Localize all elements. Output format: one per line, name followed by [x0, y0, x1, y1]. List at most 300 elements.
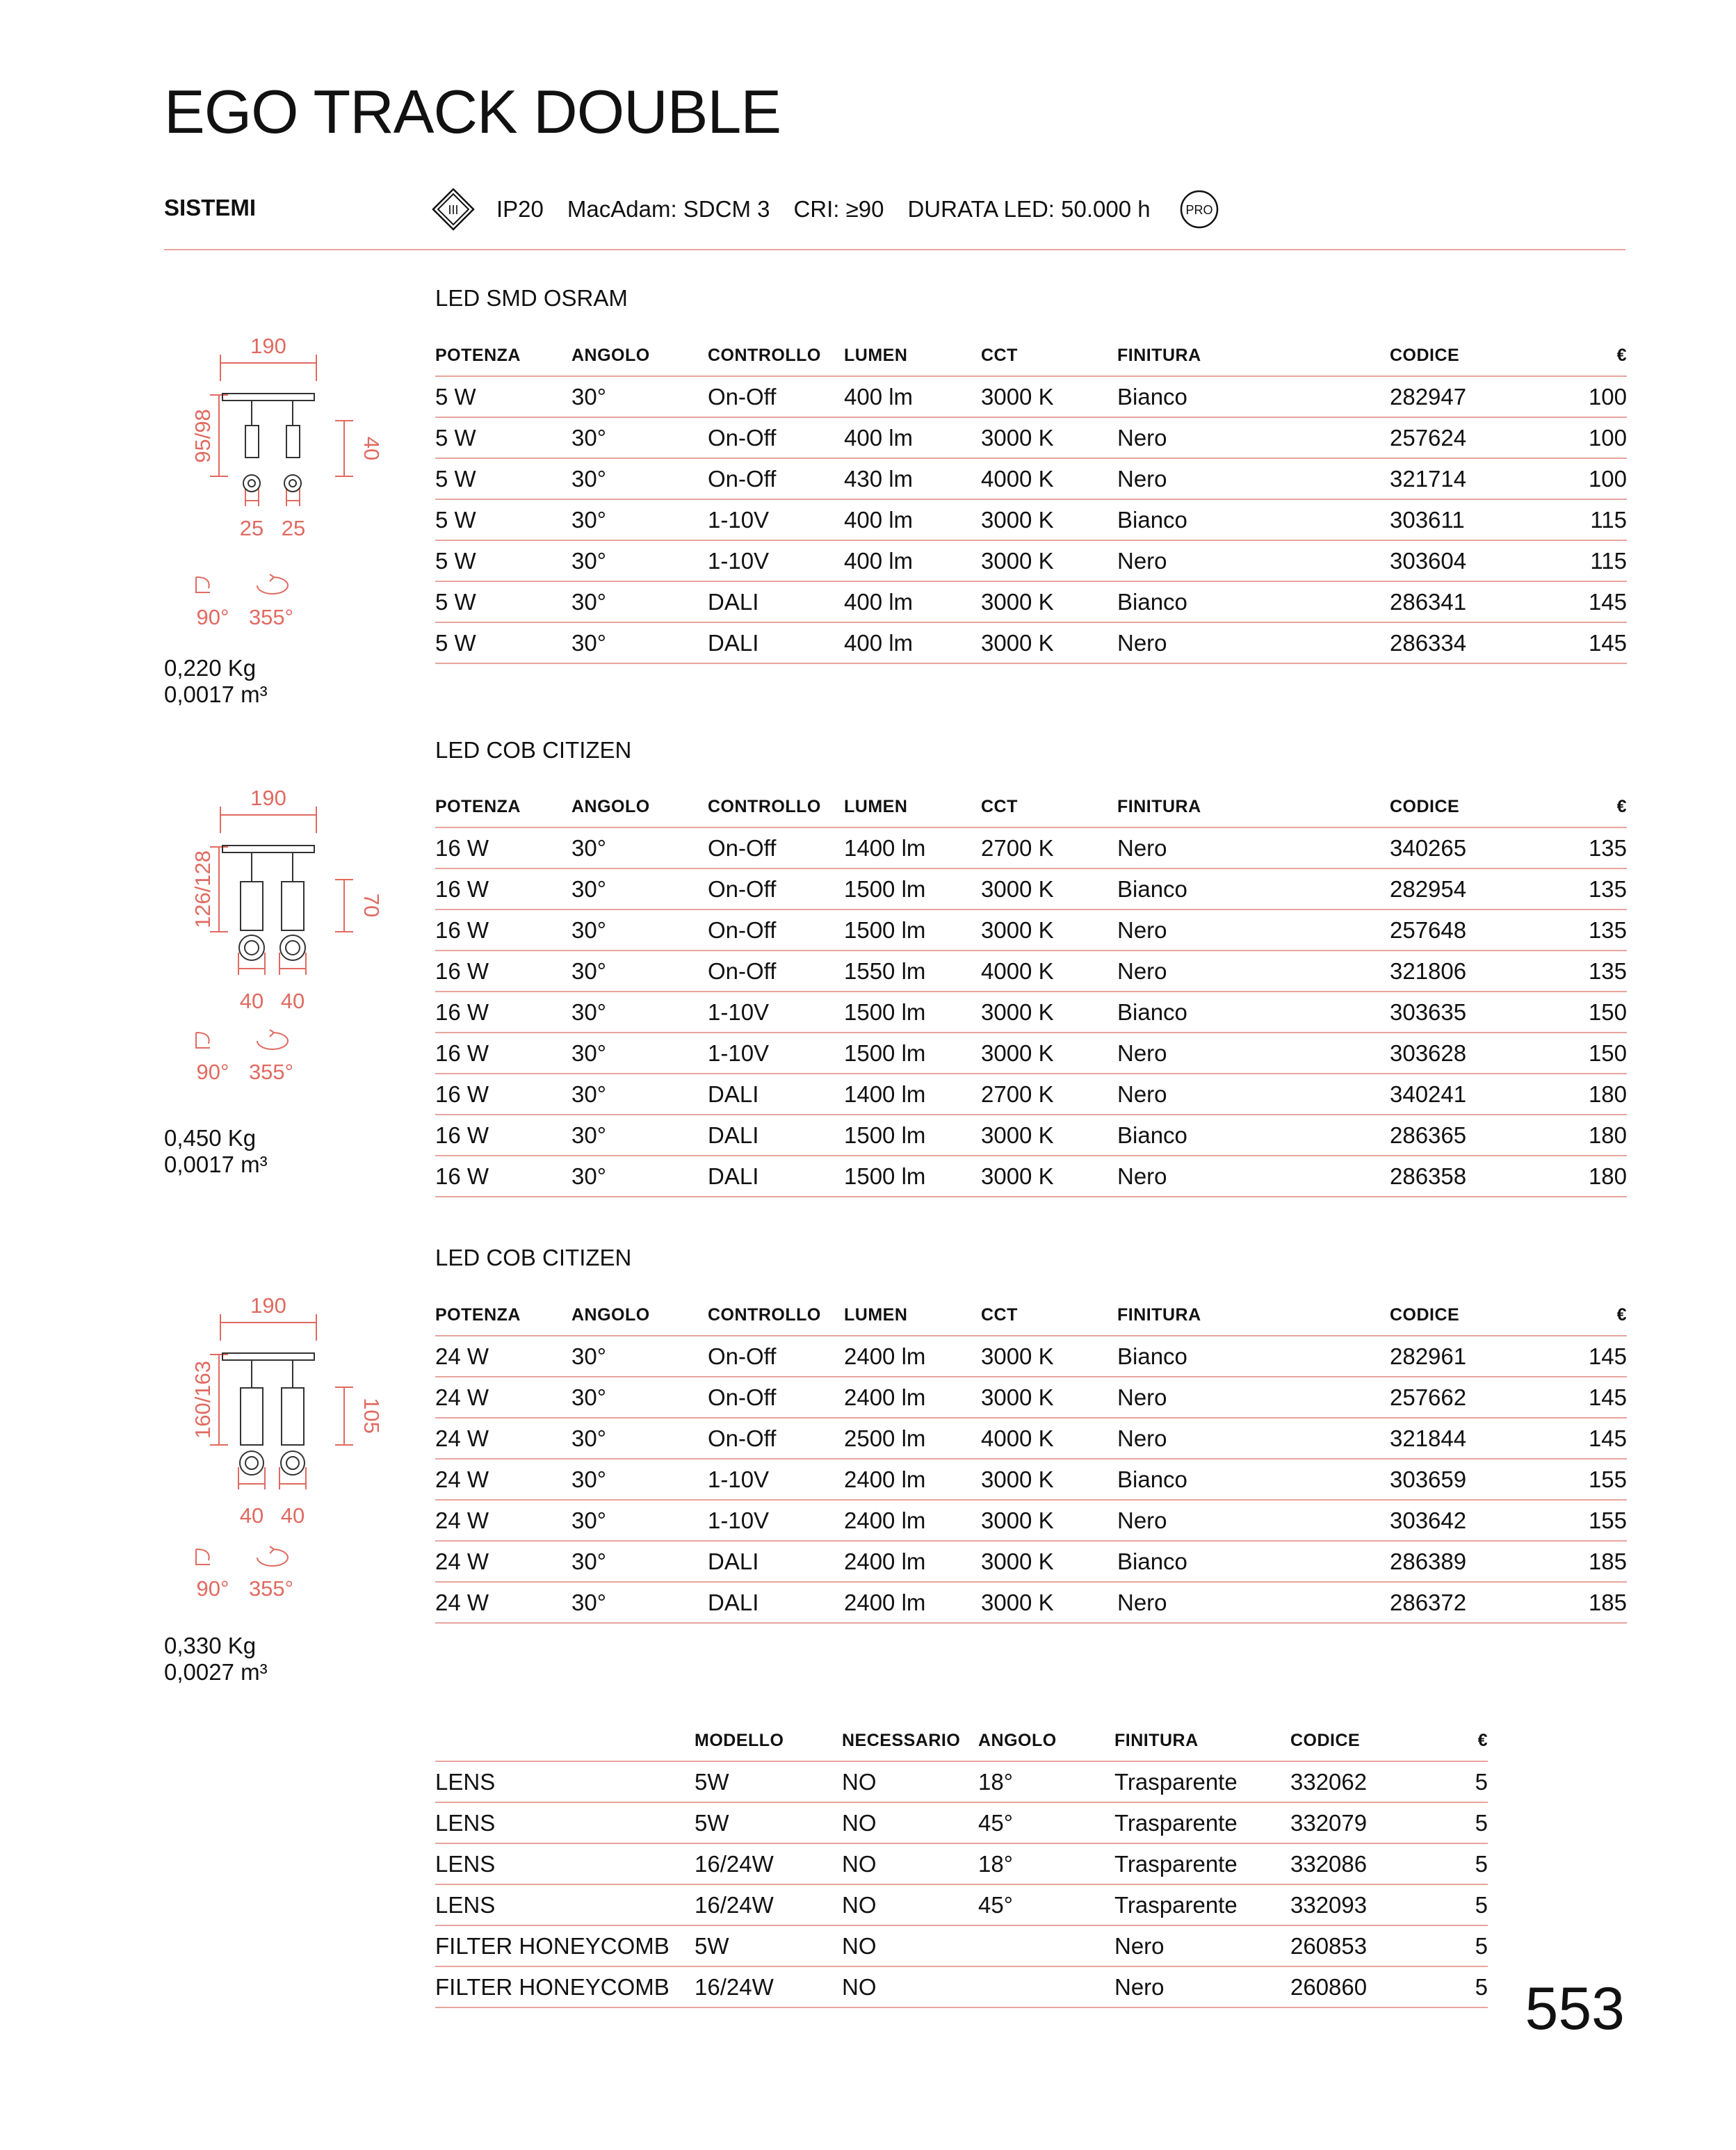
table-row — [435, 540, 1627, 581]
section-2-weight: 0,450 Kg — [164, 1125, 257, 1151]
table-cell: 16/24W — [695, 1884, 842, 1925]
table-cell: On-Off — [708, 910, 844, 951]
table-cell: 150 — [1543, 1033, 1627, 1074]
table-cell: 180 — [1543, 1074, 1627, 1115]
table-row — [435, 458, 1627, 499]
table-row — [435, 827, 1627, 868]
table-cell: 30° — [571, 1377, 708, 1418]
table-cell: 5 W — [435, 376, 571, 417]
table-cell: 1400 lm — [844, 827, 981, 868]
dim-width-label: 190 — [250, 1293, 286, 1318]
table-cell: 30° — [571, 1500, 708, 1541]
table-cell: 282954 — [1390, 868, 1543, 910]
table-cell: Bianco — [1117, 868, 1390, 910]
table-cell: 2400 lm — [844, 1541, 981, 1582]
section-3-title: LED COB CITIZEN — [435, 1245, 632, 1270]
table-cell: 3000 K — [981, 1541, 1117, 1582]
table-cell: 257648 — [1390, 910, 1543, 951]
table-cell: 400 lm — [844, 376, 981, 417]
table-cell: On-Off — [708, 1336, 844, 1377]
rotate-angle-label: 355° — [248, 1576, 294, 1599]
col-modello: MODELLO — [695, 1730, 784, 1750]
table-cell: 30° — [571, 581, 708, 622]
table-cell: 3000 K — [981, 376, 1117, 417]
table-cell: 30° — [571, 1156, 708, 1197]
table-cell: 100 — [1543, 376, 1627, 417]
table-cell: 1500 lm — [844, 1115, 981, 1156]
table-cell: NO — [842, 1966, 978, 2007]
table-cell: 3000 K — [981, 499, 1117, 540]
table-cell: 30° — [571, 540, 708, 581]
section-label: SISTEMI — [164, 195, 257, 220]
table-cell: 303635 — [1390, 992, 1543, 1033]
table-cell: 2700 K — [981, 1074, 1117, 1115]
col-price: € — [1616, 345, 1627, 365]
table-cell: 18° — [978, 1843, 1114, 1884]
table-cell: 282961 — [1390, 1336, 1543, 1377]
table-cell: 145 — [1543, 1336, 1627, 1377]
table-cell: On-Off — [708, 951, 844, 992]
table-cell — [978, 1925, 1114, 1966]
table-cell: 30° — [571, 1033, 708, 1074]
table-cell: 16 W — [435, 1156, 571, 1197]
table-cell: 332062 — [1290, 1761, 1430, 1802]
col-finitura: FINITURA — [1117, 796, 1201, 816]
col-potenza: POTENZA — [435, 1304, 521, 1325]
table-cell: 155 — [1543, 1500, 1627, 1541]
table-cell: 1500 lm — [844, 992, 981, 1033]
table-cell: Nero — [1117, 910, 1390, 951]
table-cell: On-Off — [708, 1377, 844, 1418]
table-cell: Bianco — [1117, 1115, 1390, 1156]
table-row — [435, 1418, 1627, 1459]
table-row — [435, 581, 1627, 622]
table-cell: DALI — [708, 581, 844, 622]
table-row — [435, 1074, 1627, 1115]
table-cell: 3000 K — [981, 540, 1117, 581]
col-codice: CODICE — [1290, 1730, 1361, 1750]
table-cell: 2400 lm — [844, 1459, 981, 1500]
table-cell: 340265 — [1390, 827, 1543, 868]
table-cell: 4000 K — [981, 951, 1117, 992]
table-cell: Nero — [1117, 1074, 1390, 1115]
table-cell: 5 — [1430, 1925, 1488, 1966]
table-cell: 1400 lm — [844, 1074, 981, 1115]
table-cell: 30° — [571, 1582, 708, 1623]
table-cell: 286334 — [1390, 622, 1543, 663]
col-cct: CCT — [981, 1304, 1018, 1325]
table-cell: 3000 K — [981, 1033, 1117, 1074]
table-cell: 16/24W — [695, 1966, 842, 2007]
table-cell: 332086 — [1290, 1843, 1430, 1884]
table-cell: 286341 — [1390, 581, 1543, 622]
table-cell: 5 — [1430, 1966, 1488, 2007]
table-cell: 400 lm — [844, 417, 981, 458]
col-codice: CODICE — [1390, 345, 1460, 365]
table-cell: On-Off — [708, 376, 844, 417]
section-2-volume: 0,0017 m³ — [164, 1151, 268, 1177]
table-cell: On-Off — [708, 458, 844, 499]
table-row — [435, 1802, 1488, 1843]
table-cell: 30° — [571, 827, 708, 868]
table-cell: 3000 K — [981, 1336, 1117, 1377]
col-price: € — [1616, 1304, 1627, 1325]
tilt-angle-label: 90° — [196, 1060, 229, 1084]
table-header-row — [435, 786, 1627, 827]
table-cell: 5 — [1430, 1884, 1488, 1925]
table-cell: 321714 — [1390, 458, 1543, 499]
section-1-table — [435, 335, 1627, 664]
table-cell: 3000 K — [981, 910, 1117, 951]
table-cell: 30° — [571, 1336, 708, 1377]
table-cell: 303611 — [1390, 499, 1543, 540]
table-cell: 260860 — [1290, 1966, 1430, 2007]
table-cell: Bianco — [1117, 992, 1390, 1033]
section-1-volume: 0,0017 m³ — [164, 681, 268, 707]
table-cell: 260853 — [1290, 1925, 1430, 1966]
table-cell: LENS — [435, 1761, 695, 1802]
table-cell: 1500 lm — [844, 1033, 981, 1074]
table-cell: 303604 — [1390, 540, 1543, 581]
rotate-angle-label: 355° — [248, 605, 294, 629]
col-controllo: CONTROLLO — [708, 345, 821, 365]
table-row — [435, 1336, 1627, 1377]
dim-dia-right-label: 40 — [280, 1503, 305, 1528]
table-cell: 16 W — [435, 1033, 571, 1074]
table-cell: FILTER HONEYCOMB — [435, 1966, 695, 2007]
table-cell: 150 — [1543, 992, 1627, 1033]
table-cell: Nero — [1117, 1418, 1390, 1459]
table-cell: 30° — [571, 1074, 708, 1115]
table-cell: 30° — [571, 499, 708, 540]
table-cell: 135 — [1543, 910, 1627, 951]
table-cell: Bianco — [1117, 581, 1390, 622]
table-cell: 3000 K — [981, 622, 1117, 663]
table-cell: 30° — [571, 951, 708, 992]
table-cell: 24 W — [435, 1582, 571, 1623]
col-potenza: POTENZA — [435, 345, 521, 365]
table-cell: Nero — [1117, 417, 1390, 458]
table-cell: Nero — [1117, 622, 1390, 663]
table-cell: 5 — [1430, 1802, 1488, 1843]
table-cell: 16 W — [435, 992, 571, 1033]
table-cell: 45° — [978, 1884, 1114, 1925]
col-controllo: CONTROLLO — [708, 1304, 821, 1325]
table-cell: 286365 — [1390, 1115, 1543, 1156]
table-cell: 332093 — [1290, 1884, 1430, 1925]
table-cell: LENS — [435, 1843, 695, 1884]
table-cell: 16 W — [435, 951, 571, 992]
table-header-row — [435, 1295, 1627, 1336]
table-cell: 180 — [1543, 1115, 1627, 1156]
table-cell: On-Off — [708, 417, 844, 458]
table-cell: 5 W — [435, 458, 571, 499]
table-cell: 2400 lm — [844, 1582, 981, 1623]
table-cell: Bianco — [1117, 1541, 1390, 1582]
table-cell: Bianco — [1117, 376, 1390, 417]
table-cell: 5 — [1430, 1843, 1488, 1884]
table-cell: 30° — [571, 458, 708, 499]
col-codice: CODICE — [1390, 796, 1460, 816]
table-cell: 24 W — [435, 1541, 571, 1582]
table-cell: 1-10V — [708, 1500, 844, 1541]
table-cell: Bianco — [1117, 1459, 1390, 1500]
dim-dia-right-label: 40 — [280, 989, 305, 1013]
table-cell: Bianco — [1117, 1336, 1390, 1377]
table-cell: On-Off — [708, 827, 844, 868]
table-cell: NO — [842, 1761, 978, 1802]
table-cell: 286358 — [1390, 1156, 1543, 1197]
table-row — [435, 1541, 1627, 1582]
table-cell: 16 W — [435, 868, 571, 910]
tilt-angle-label: 90° — [196, 1576, 229, 1599]
table-cell: 30° — [571, 417, 708, 458]
table-cell: 340241 — [1390, 1074, 1543, 1115]
table-row — [435, 622, 1627, 663]
table-cell: 400 lm — [844, 622, 981, 663]
table-cell: Nero — [1117, 1582, 1390, 1623]
table-cell: 30° — [571, 376, 708, 417]
table-cell: 30° — [571, 1418, 708, 1459]
table-cell: 24 W — [435, 1500, 571, 1541]
table-cell: 4000 K — [981, 458, 1117, 499]
col-angolo: ANGOLO — [571, 796, 650, 816]
section-3-diagram — [153, 1286, 389, 1599]
durata-spec: DURATA LED: 50.000 h — [907, 196, 1151, 222]
col-angolo: ANGOLO — [571, 1304, 650, 1325]
table-cell: 180 — [1543, 1156, 1627, 1197]
table-cell: 1-10V — [708, 1033, 844, 1074]
table-cell: 115 — [1543, 540, 1627, 581]
section-1-title: LED SMD OSRAM — [435, 285, 628, 311]
section-2-diagram — [153, 779, 389, 1085]
table-cell: Trasparente — [1114, 1884, 1290, 1925]
table-cell: 145 — [1543, 1377, 1627, 1418]
table-cell: 1-10V — [708, 540, 844, 581]
table-cell: 1-10V — [708, 992, 844, 1033]
table-cell: 24 W — [435, 1459, 571, 1500]
table-cell: 3000 K — [981, 417, 1117, 458]
table-cell: FILTER HONEYCOMB — [435, 1925, 695, 1966]
table-cell: 30° — [571, 868, 708, 910]
table-cell: 303659 — [1390, 1459, 1543, 1500]
section-3-weight: 0,330 Kg — [164, 1633, 257, 1658]
table-row — [435, 1925, 1488, 1966]
table-cell: 5W — [695, 1761, 842, 1802]
table-cell: 282947 — [1390, 376, 1543, 417]
table-cell: 135 — [1543, 951, 1627, 992]
table-cell: 16 W — [435, 910, 571, 951]
table-cell: 3000 K — [981, 868, 1117, 910]
table-cell: 145 — [1543, 1418, 1627, 1459]
table-cell: 145 — [1543, 622, 1627, 663]
table-cell: 16 W — [435, 1074, 571, 1115]
table-cell: 2400 lm — [844, 1500, 981, 1541]
section-2-table — [435, 786, 1627, 1197]
table-cell: 100 — [1543, 417, 1627, 458]
specs-bar — [431, 179, 1220, 239]
table-cell: 1550 lm — [844, 951, 981, 992]
table-row — [435, 376, 1627, 417]
table-cell: 4000 K — [981, 1418, 1117, 1459]
table-cell: 145 — [1543, 581, 1627, 622]
dim-width-label: 190 — [250, 786, 286, 810]
table-cell: Nero — [1117, 1033, 1390, 1074]
table-cell: 303628 — [1390, 1033, 1543, 1074]
table-cell: Bianco — [1117, 499, 1390, 540]
table-cell: 1500 lm — [844, 910, 981, 951]
table-cell: 100 — [1543, 458, 1627, 499]
table-cell: Nero — [1117, 827, 1390, 868]
table-cell: 5 W — [435, 622, 571, 663]
table-cell: 3000 K — [981, 1115, 1117, 1156]
table-cell: 16 W — [435, 827, 571, 868]
table-cell: 1500 lm — [844, 1156, 981, 1197]
table-cell: 45° — [978, 1802, 1114, 1843]
table-cell: 185 — [1543, 1582, 1627, 1623]
table-cell: 24 W — [435, 1336, 571, 1377]
table-cell: DALI — [708, 1115, 844, 1156]
table-cell: 257662 — [1390, 1377, 1543, 1418]
table-row — [435, 992, 1627, 1033]
table-cell: 5 W — [435, 581, 571, 622]
col-lumen: LUMEN — [844, 1304, 908, 1325]
table-cell: 5W — [695, 1925, 842, 1966]
header-divider — [164, 249, 1625, 250]
table-cell: 30° — [571, 1115, 708, 1156]
table-cell: Nero — [1117, 1377, 1390, 1418]
table-cell: 30° — [571, 992, 708, 1033]
table-row — [435, 1377, 1627, 1418]
col-angolo: ANGOLO — [571, 345, 650, 365]
table-row — [435, 1156, 1627, 1197]
table-cell: 3000 K — [981, 1500, 1117, 1541]
table-cell: 430 lm — [844, 458, 981, 499]
table-cell: 1-10V — [708, 499, 844, 540]
dim-body-label: 105 — [359, 1398, 384, 1434]
table-header-row — [435, 1720, 1488, 1761]
dim-dia-left-label: 25 — [239, 516, 264, 540]
dim-width-label: 190 — [250, 334, 286, 358]
col-price: € — [1477, 1730, 1488, 1750]
tilt-angle-label: 90° — [196, 605, 229, 629]
table-cell: LENS — [435, 1884, 695, 1925]
table-cell: 24 W — [435, 1418, 571, 1459]
dim-height-label: 95/98 — [190, 409, 215, 463]
section-1-weight: 0,220 Kg — [164, 655, 257, 681]
table-cell: 135 — [1543, 868, 1627, 910]
table-cell: 3000 K — [981, 1582, 1117, 1623]
table-cell: DALI — [708, 1541, 844, 1582]
table-cell: On-Off — [708, 868, 844, 910]
table-cell: Nero — [1114, 1966, 1290, 2007]
col-cct: CCT — [981, 345, 1018, 365]
ip-rating: IP20 — [496, 196, 544, 222]
table-cell: 30° — [571, 622, 708, 663]
table-cell: 400 lm — [844, 499, 981, 540]
table-cell: 321844 — [1390, 1418, 1543, 1459]
dim-dia-right-label: 25 — [281, 516, 306, 540]
table-cell: 185 — [1543, 1541, 1627, 1582]
table-row — [435, 868, 1627, 910]
table-cell: 18° — [978, 1761, 1114, 1802]
table-row — [435, 1500, 1627, 1541]
table-cell: 155 — [1543, 1459, 1627, 1500]
table-cell: DALI — [708, 1582, 844, 1623]
table-row — [435, 1582, 1627, 1623]
table-cell: 400 lm — [844, 540, 981, 581]
table-cell: 3000 K — [981, 581, 1117, 622]
macadam-spec: MacAdam: SDCM 3 — [567, 196, 770, 222]
table-header-row — [435, 335, 1627, 376]
col-item — [435, 1720, 695, 1761]
col-lumen: LUMEN — [844, 345, 908, 365]
table-row — [435, 499, 1627, 540]
table-cell: Nero — [1117, 458, 1390, 499]
cri-spec: CRI: ≥90 — [793, 196, 884, 222]
table-cell: Nero — [1117, 1156, 1390, 1197]
col-finitura: FINITURA — [1117, 1304, 1201, 1325]
col-lumen: LUMEN — [844, 796, 908, 816]
col-price: € — [1616, 796, 1627, 816]
table-cell: DALI — [708, 1074, 844, 1115]
table-row — [435, 1884, 1488, 1925]
table-cell: Trasparente — [1114, 1802, 1290, 1843]
table-cell: Nero — [1114, 1925, 1290, 1966]
table-cell — [978, 1966, 1114, 2007]
table-row — [435, 1966, 1488, 2007]
dim-height-label: 160/163 — [190, 1360, 215, 1439]
table-cell: 5 W — [435, 540, 571, 581]
table-cell: 303642 — [1390, 1500, 1543, 1541]
table-cell: DALI — [708, 1156, 844, 1197]
table-row — [435, 417, 1627, 458]
section-3-volume: 0,0027 m³ — [164, 1659, 268, 1685]
table-cell: 5 W — [435, 417, 571, 458]
page-number: 553 — [1525, 1975, 1625, 2042]
table-cell: 2400 lm — [844, 1336, 981, 1377]
table-cell: 5W — [695, 1802, 842, 1843]
table-cell: NO — [842, 1843, 978, 1884]
table-cell: On-Off — [708, 1418, 844, 1459]
table-cell: 16 W — [435, 1115, 571, 1156]
col-angolo: ANGOLO — [978, 1730, 1057, 1750]
table-cell: 3000 K — [981, 1377, 1117, 1418]
table-row — [435, 1459, 1627, 1500]
table-cell: 286372 — [1390, 1582, 1543, 1623]
table-cell: LENS — [435, 1802, 695, 1843]
table-row — [435, 1115, 1627, 1156]
table-cell: 5 W — [435, 499, 571, 540]
table-cell: 286389 — [1390, 1541, 1543, 1582]
table-row — [435, 1761, 1488, 1802]
table-cell: 30° — [571, 910, 708, 951]
class-iii-icon — [431, 187, 476, 232]
table-cell: 3000 K — [981, 1459, 1117, 1500]
col-controllo: CONTROLLO — [708, 796, 821, 816]
table-cell: 30° — [571, 1459, 708, 1500]
col-necessario: NECESSARIO — [842, 1730, 961, 1750]
section-1-diagram — [153, 327, 389, 633]
col-codice: CODICE — [1390, 1304, 1460, 1325]
dim-height-label: 126/128 — [190, 850, 215, 929]
table-cell: 332079 — [1290, 1802, 1430, 1843]
table-row — [435, 951, 1627, 992]
class-iii-icon-label: III — [448, 203, 459, 217]
col-finitura: FINITURA — [1117, 345, 1201, 365]
pro-icon — [1178, 188, 1220, 230]
table-cell: 3000 K — [981, 1156, 1117, 1197]
